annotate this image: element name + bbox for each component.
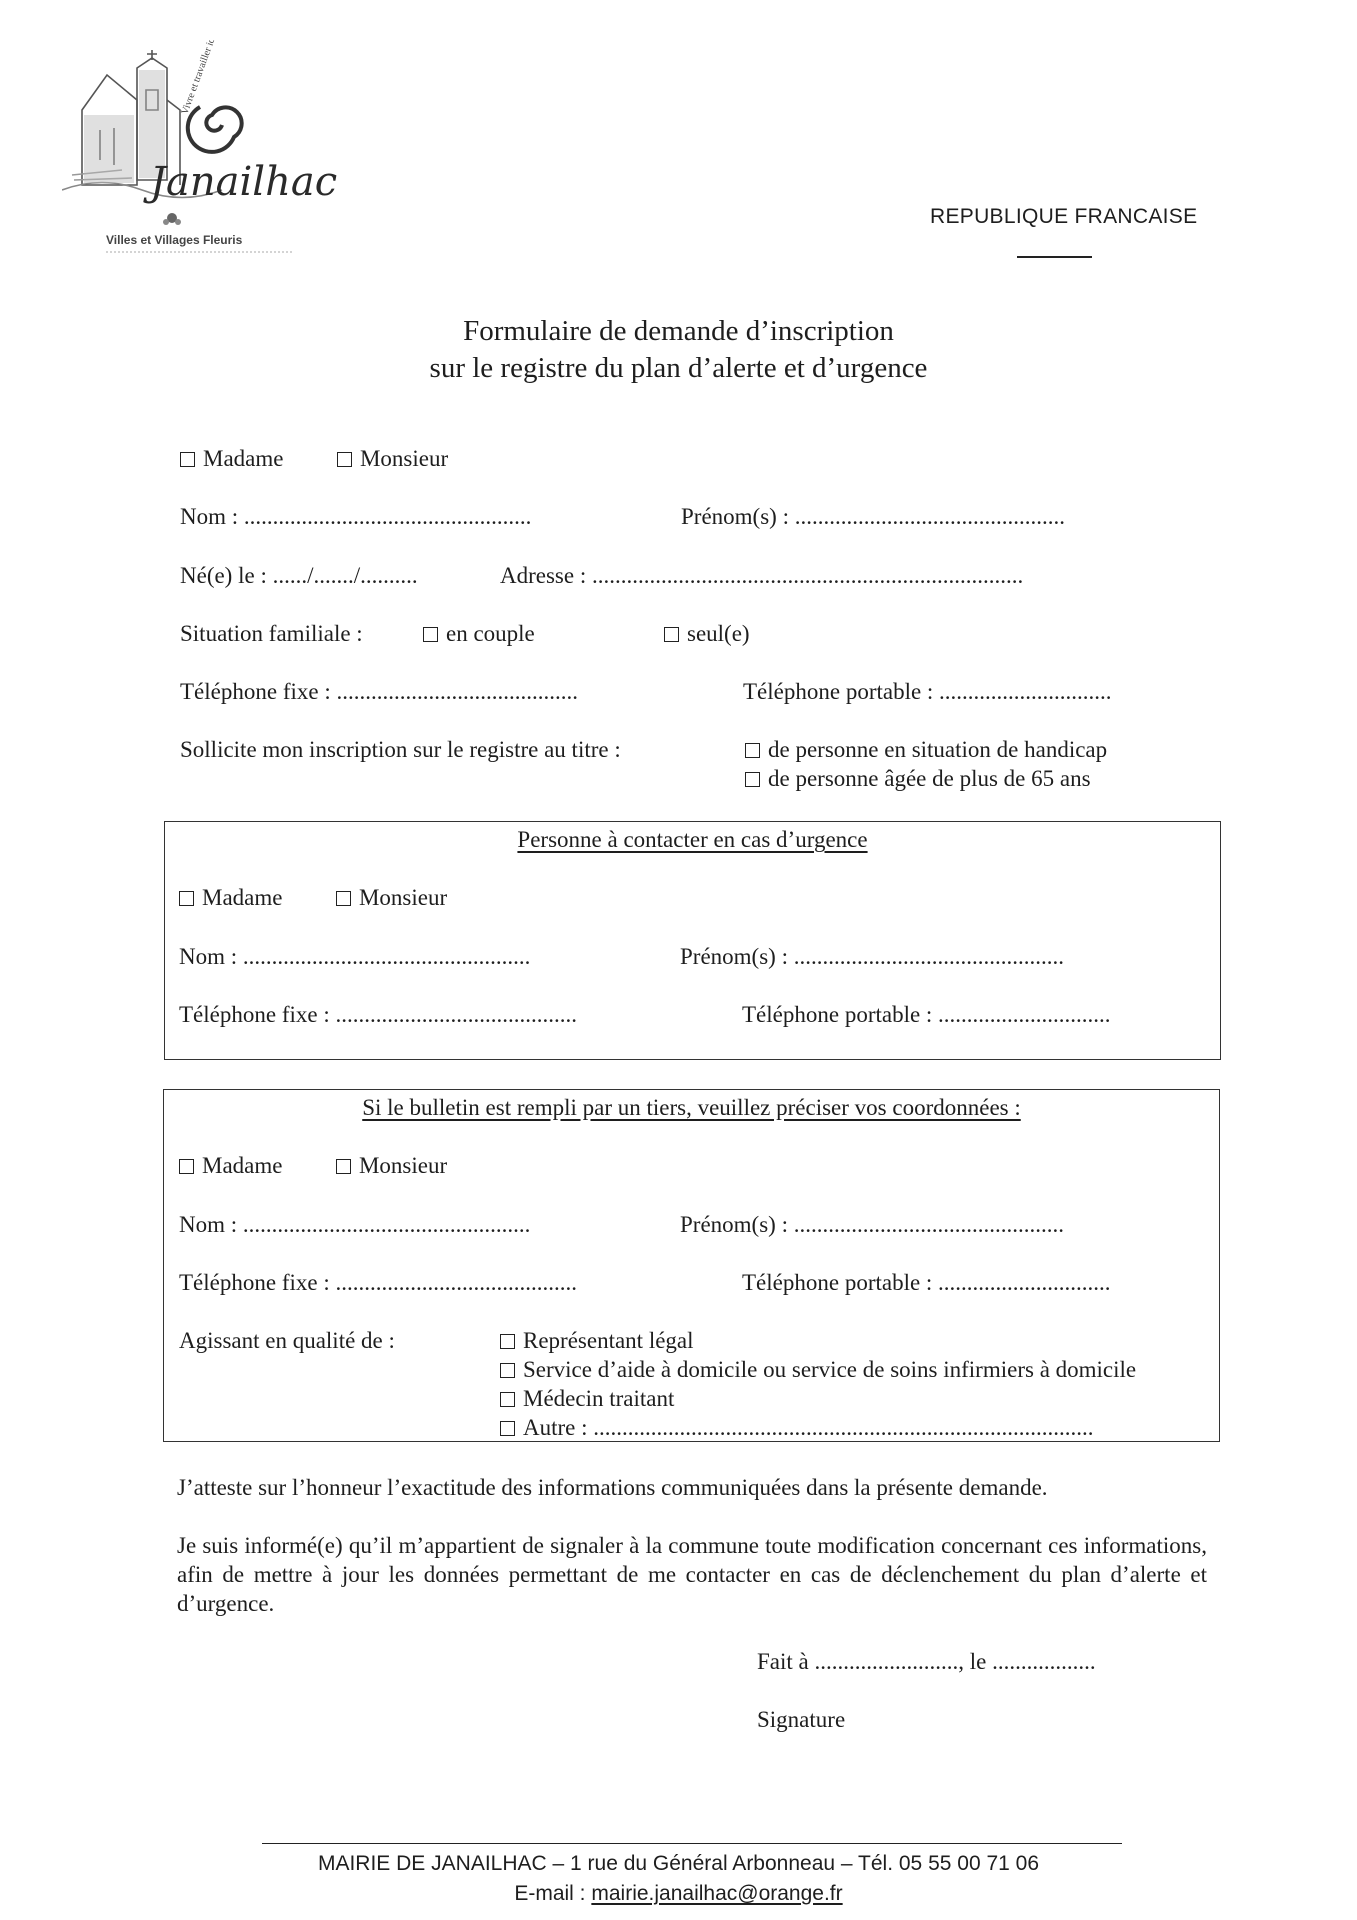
applicant-title-choice — [180, 445, 448, 473]
applicant-madame-checkbox[interactable] — [180, 446, 283, 471]
third-party-monsieur-checkbox[interactable] — [336, 1153, 447, 1178]
monsieur-label: Monsieur — [358, 885, 448, 910]
en-couple-label: en couple — [446, 621, 535, 646]
footer-email-link[interactable]: mairie.janailhac@orange.fr — [591, 1882, 843, 1905]
attestation-statement: J’atteste sur l’honneur l’exactitude des informations communiquées dans la présente demande. — [177, 1475, 1048, 1500]
age-65-checkbox[interactable] — [745, 765, 1091, 793]
svg-text:Villes et Villages Fleuris: Villes et Villages Fleuris — [106, 233, 243, 247]
svg-text:Vivre et travailler ici: Vivre et travailler ici — [179, 40, 219, 117]
signature-label: Signature — [757, 1707, 846, 1732]
applicant-tel-portable-field[interactable]: Téléphone portable : .............................. — [743, 679, 1112, 704]
information-statement: Je suis informé(e) qu’il m’appartient de signaler à la commune toute modification concernant ces informations, afin de mettre à jour les données permettant de me contacter en cas de déclenchement du plan d’alerte et d’urgence. — [177, 1533, 1207, 1616]
emergency-title-choice — [179, 884, 447, 912]
municipality-logo — [62, 40, 382, 295]
third-party-tel-fixe-field[interactable]: Téléphone fixe : .......................................... — [179, 1270, 577, 1295]
republique-francaise-label: REPUBLIQUE FRANCAISE — [930, 205, 1198, 228]
madame-label: Madame — [202, 1153, 283, 1178]
applicant-birthdate-field[interactable]: Né(e) le : ....../......./.......... — [180, 563, 418, 588]
sollicite-label: Sollicite mon inscription sur le registre au titre : — [180, 737, 621, 762]
applicant-nom-field[interactable]: Nom : .................................................. — [180, 504, 532, 529]
monsieur-label: Monsieur — [358, 1153, 448, 1178]
emergency-monsieur-checkbox[interactable] — [336, 885, 447, 910]
medecin-traitant-label: Médecin traitant — [523, 1386, 675, 1411]
third-party-section — [163, 1089, 1220, 1442]
madame-label: Madame — [203, 446, 284, 471]
emergency-contact-heading — [164, 826, 1221, 854]
third-party-nom-field[interactable]: Nom : .................................................. — [179, 1212, 531, 1237]
seul-label: seul(e) — [687, 621, 750, 646]
applicant-prenom-field[interactable]: Prénom(s) : ............................................... — [681, 504, 1065, 529]
svg-text:Janailhac: Janailhac — [150, 159, 338, 205]
third-party-prenom-field[interactable]: Prénom(s) : ............................................... — [680, 1212, 1064, 1237]
monsieur-label: Monsieur — [359, 446, 449, 471]
place-date-field[interactable]: Fait à ........................., le .................. — [757, 1649, 1096, 1674]
emergency-tel-portable-field[interactable]: Téléphone portable : .............................. — [742, 1002, 1111, 1027]
third-party-heading — [163, 1094, 1220, 1122]
republique-underline — [1017, 256, 1092, 258]
autre-checkbox[interactable] — [500, 1414, 1094, 1442]
handicap-label: de personne en situation de handicap — [768, 737, 1108, 762]
footer-divider — [262, 1843, 1122, 1844]
representant-legal-checkbox[interactable] — [500, 1327, 694, 1355]
applicant-monsieur-checkbox[interactable] — [337, 446, 448, 471]
emergency-contact-heading-text: Personne à contacter en cas d’urgence — [517, 827, 868, 852]
seul-checkbox[interactable] — [664, 620, 750, 648]
autre-label: Autre : ....................................................................................... — [523, 1415, 1094, 1440]
third-party-madame-checkbox[interactable] — [179, 1153, 282, 1178]
email-label: E-mail : — [514, 1882, 592, 1905]
emergency-prenom-field[interactable]: Prénom(s) : ............................................... — [680, 944, 1064, 969]
third-party-title-choice — [179, 1152, 447, 1180]
applicant-tel-fixe-field[interactable]: Téléphone fixe : .......................................... — [180, 679, 578, 704]
third-party-tel-portable-field[interactable]: Téléphone portable : .............................. — [742, 1270, 1111, 1295]
age-65-label: de personne âgée de plus de 65 ans — [768, 766, 1091, 791]
acting-as-label: Agissant en qualité de : — [179, 1328, 395, 1353]
form-title-line-2: sur le registre du plan d’alerte et d’urgence — [429, 352, 928, 384]
situation-familiale-label: Situation familiale : — [180, 621, 363, 646]
emergency-tel-fixe-field[interactable]: Téléphone fixe : .......................................... — [179, 1002, 577, 1027]
form-title-line-1: Formulaire de demande d’inscription — [463, 315, 894, 347]
service-aide-domicile-label: Service d’aide à domicile ou service de soins infirmiers à domicile — [523, 1357, 1137, 1382]
medecin-traitant-checkbox[interactable] — [500, 1385, 674, 1413]
emergency-madame-checkbox[interactable] — [179, 885, 282, 910]
footer-address: MAIRIE DE JANAILHAC – 1 rue du Général Arbonneau – Tél. 05 55 00 71 06 — [317, 1852, 1040, 1875]
representant-legal-label: Représentant légal — [523, 1328, 694, 1353]
service-aide-domicile-checkbox[interactable] — [500, 1356, 1136, 1384]
footer-email-line — [0, 1882, 1357, 1906]
emergency-nom-field[interactable]: Nom : .................................................. — [179, 944, 531, 969]
handicap-checkbox[interactable] — [745, 736, 1107, 764]
applicant-address-field[interactable]: Adresse : ........................................................................... — [500, 563, 1024, 588]
en-couple-checkbox[interactable] — [423, 620, 535, 648]
third-party-heading-text: Si le bulletin est rempli par un tiers, veuillez préciser vos coordonnées : — [362, 1095, 1021, 1120]
church-logo-icon — [62, 40, 382, 295]
madame-label: Madame — [202, 885, 283, 910]
